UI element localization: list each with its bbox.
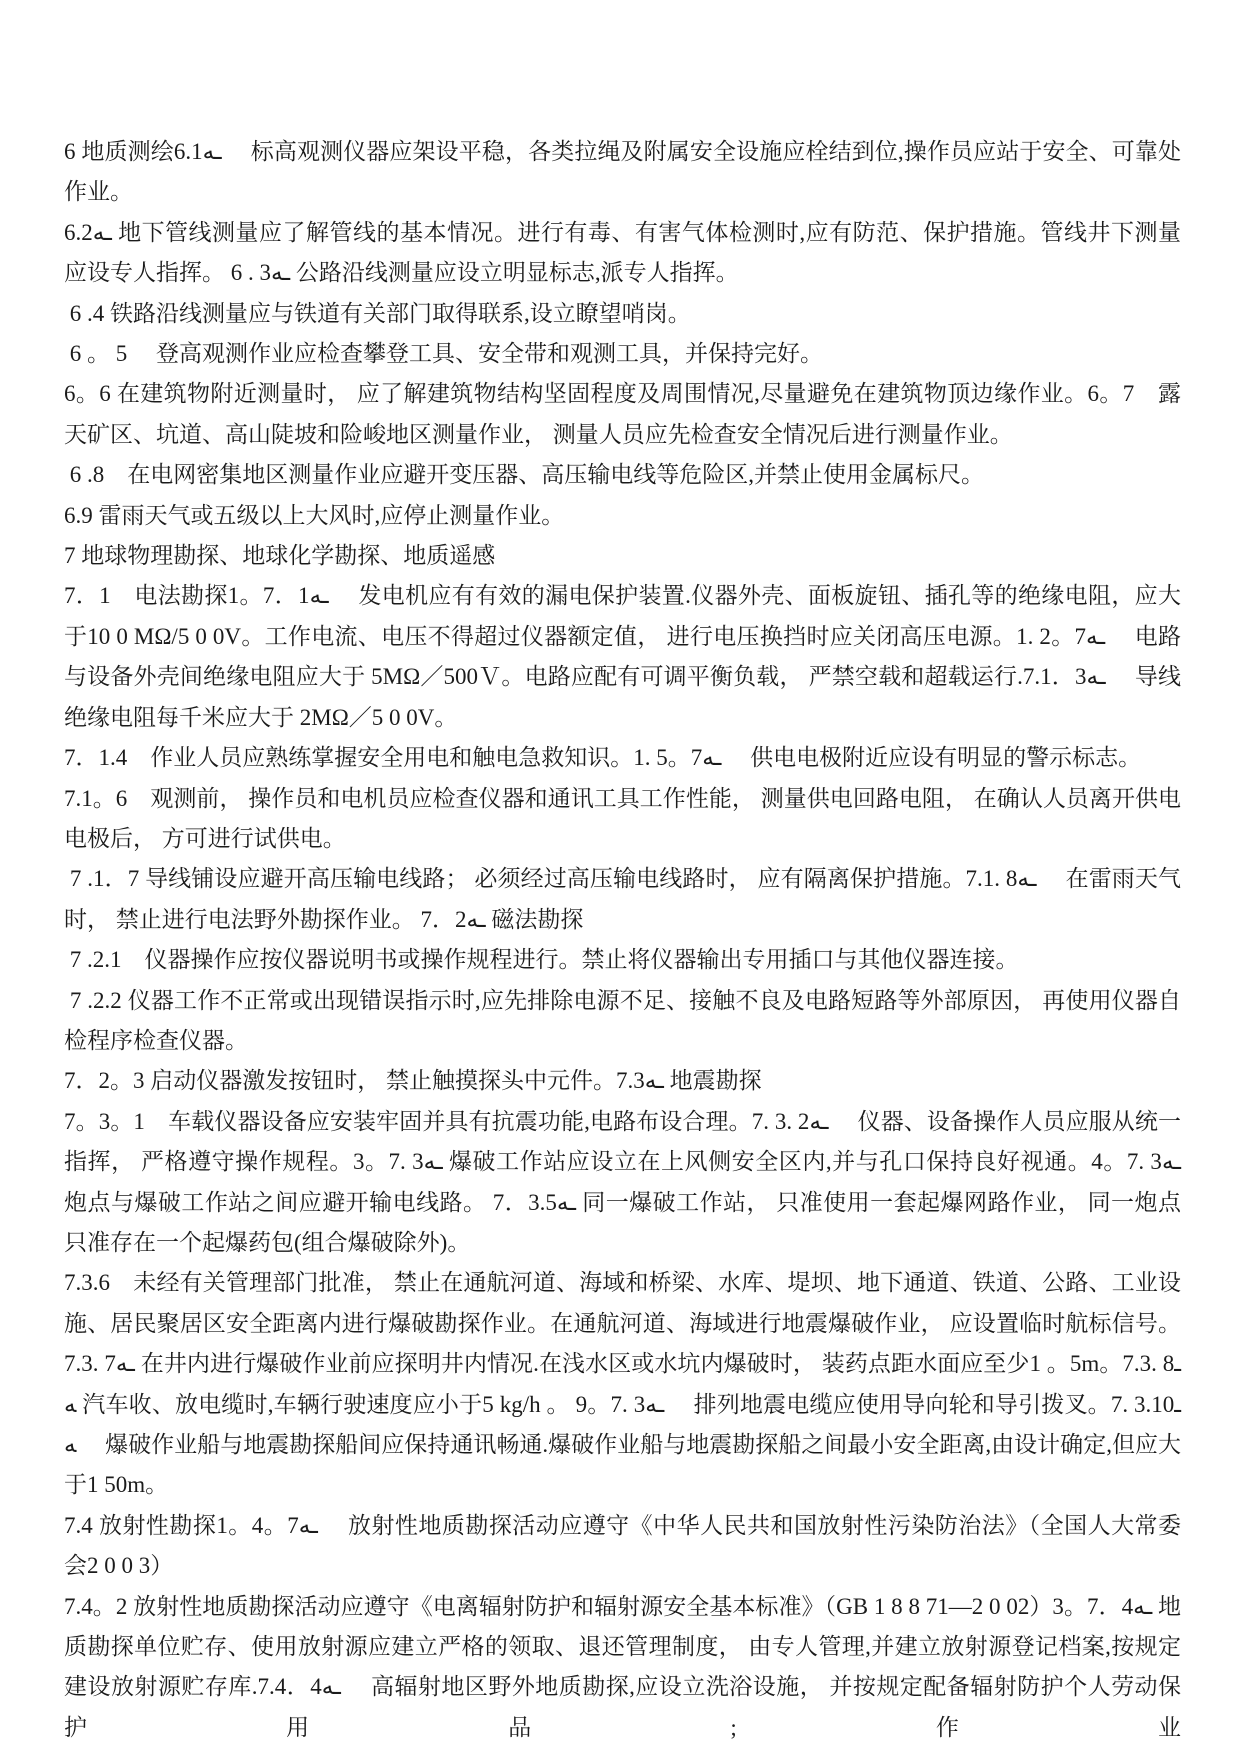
paragraph-7-1: 7．1 电法勘探1。7．1ـه 发电机应有有效的漏电保护装置.仪器外壳、面板旋钮、插孔等的绝缘电阻，应大于10 0 MΩ/5 0 0V。工作电流、电压不得超过仪器额定值， 进行电压换挡时应关闭高压电源。1. 2。7ـه 电路与设备外壳间绝缘电阻应大于 5MΩ／500Ｖ。电路应配有可调平衡负载， 严禁空载和超载运行.7.1．3ـه 导线绝缘电阻每千米应大于 2MΩ／5 0 0V。 [64, 583, 1182, 730]
paragraph-6-2: 6.2ـه 地下管线测量应了解管线的基本情况。进行有毒、有害气体检测时,应有防范、保护措施。管线井下测量应设专人指挥。 6 . 3ـه 公路沿线测量应设立明显标志,派专人指挥。 [64, 219, 1181, 286]
paragraph-6-1: 6 地质测绘6.1ـه 标高观测仪器应架设平稳，各类拉绳及附属安全设施应栓结到位,操作员应站于安全、可靠处作业。 [64, 139, 1182, 205]
paragraph-7-2-3: 7．2。3 启动仪器激发按钮时， 禁止触摸探头中元件。7.3ـه 地震勘探 [64, 1068, 762, 1094]
paragraph-6-9: 6.9 雷雨天气或五级以上大风时,应停止测量作业。 [64, 502, 565, 528]
paragraph-6-5: 6 。 5 登高观测作业应检查攀登工具、安全带和观测工具，并保持完好。 [64, 341, 823, 367]
paragraph-7-3-1: 7。3。1 车载仪器设备应安装牢固并具有抗震功能,电路布设合理。7. 3. 2ـه 仪器、设备操作人员应服从统一指挥， 严格遵守操作规程。3。7. 3ـه 爆破工作站应设立在上风侧安全区内,并与孔口保持良好视通。4。7. 3ـه 炮点与爆破工作站之间应避开输电线路。 7．3.5ـه 同一爆破工作站， 只准使用一套起爆网路作业， 同一炮点只准存在一个起爆药包(组合爆破除外)。 [64, 1108, 1187, 1255]
paragraph-6-6: 6。6 在建筑物附近测量时， 应了解建筑物结构坚固程度及周围情况,尽量避免在建筑物顶边缘作业。6。7 露天矿区、坑道、高山陡坡和险峻地区测量作业， 测量人员应先检查安全情况后进行测量作业。 [64, 381, 1181, 447]
paragraph-7-1-6: 7.1。6 观测前， 操作员和电机员应检查仪器和通讯工具工作性能， 测量供电回路电阻， 在确认人员离开供电电极后， 方可进行试供电。 [64, 785, 1181, 851]
section-heading-7: 7 地球物理勘探、地球化学勘探、地质遥感 [64, 543, 496, 569]
paragraph-6-8: 6 .8 在电网密集地区测量作业应避开变压器、高压输电线等危险区,并禁止使用金属标尺。 [64, 462, 984, 488]
paragraph-7-4: 7.4 放射性勘探1。4。7ـه 放射性地质勘探活动应遵守《中华人民共和国放射性污染防治法》（全国人大常委会2 0 0 3） [64, 1512, 1182, 1579]
document-text-block [64, 132, 1187, 1748]
paragraph-7-1-7: 7 .1．7 导线铺设应避开高压输电线路； 必须经过高压输电线路时， 应有隔离保护措施。7.1. 8ـه 在雷雨天气时， 禁止进行电法野外勘探作业。 7．2ـه 磁法勘探 [64, 866, 1182, 932]
paragraph-7-2-1: 7 .2.1 仪器操作应按仪器说明书或操作规程进行。禁止将仪器输出专用插口与其他仪器连接。 [64, 947, 1019, 973]
paragraph-7-2-2: 7 .2.2 仪器工作不正常或出现错误指示时,应先排除电源不足、接触不良及电路短路等外部原因， 再使用仪器自检程序检查仪器。 [64, 987, 1182, 1053]
paragraph-7-3-6: 7.3.6 未经有关管理部门批准， 禁止在通航河道、海域和桥梁、水库、堤坝、地下通道、铁道、公路、工业设施、居民聚居区安全距离内进行爆破勘探作业。在通航河道、海域进行地震爆破作业， 应设置临时航标信号。7.3. 7ـه 在井内进行爆破作业前应探明井内情况.在浅水区或水坑内爆破时， 装药点距水面应至少1 。5m。7.3. 8ـه 汽车收、放电缆时,车辆行驶速度应小于5 kg/h 。 9。7. 3ـه 排列地震电缆应使用导向轮和导引拨叉。7. 3.10ـه 爆破作业船与地震勘探船间应保持通讯畅通.爆破作业船与地震勘探船之间最小安全距离,由设计确定,但应大于1 50m。 [64, 1270, 1182, 1498]
paragraph-7-4-2: 7.4。2 放射性地质勘探活动应遵守《电离辐射防护和辐射源安全基本标准》（GB 1 8 8 71—2 0 02）3。7．4ـه 地质勘探单位贮存、使用放射源应建立严格的领取、退还管理制度， 由专人管理,并建立放射源登记档案,按规定建设放射源贮存库.7.4．4ـه 高辐射地区野外地质勘探,应设立洗浴设施， 并按规定配备辐射防护个人劳动保护用品;作业 [64, 1593, 1182, 1740]
paragraph-7-1-4: 7．1.4 作业人员应熟练掌握安全用电和触电急救知识。1. 5。7ـه 供电电极附近应设有明显的警示标志。 [64, 745, 1142, 771]
paragraph-6-4: 6 .4 铁路沿线测量应与铁道有关部门取得联系,设立瞭望哨岗。 [64, 300, 691, 326]
